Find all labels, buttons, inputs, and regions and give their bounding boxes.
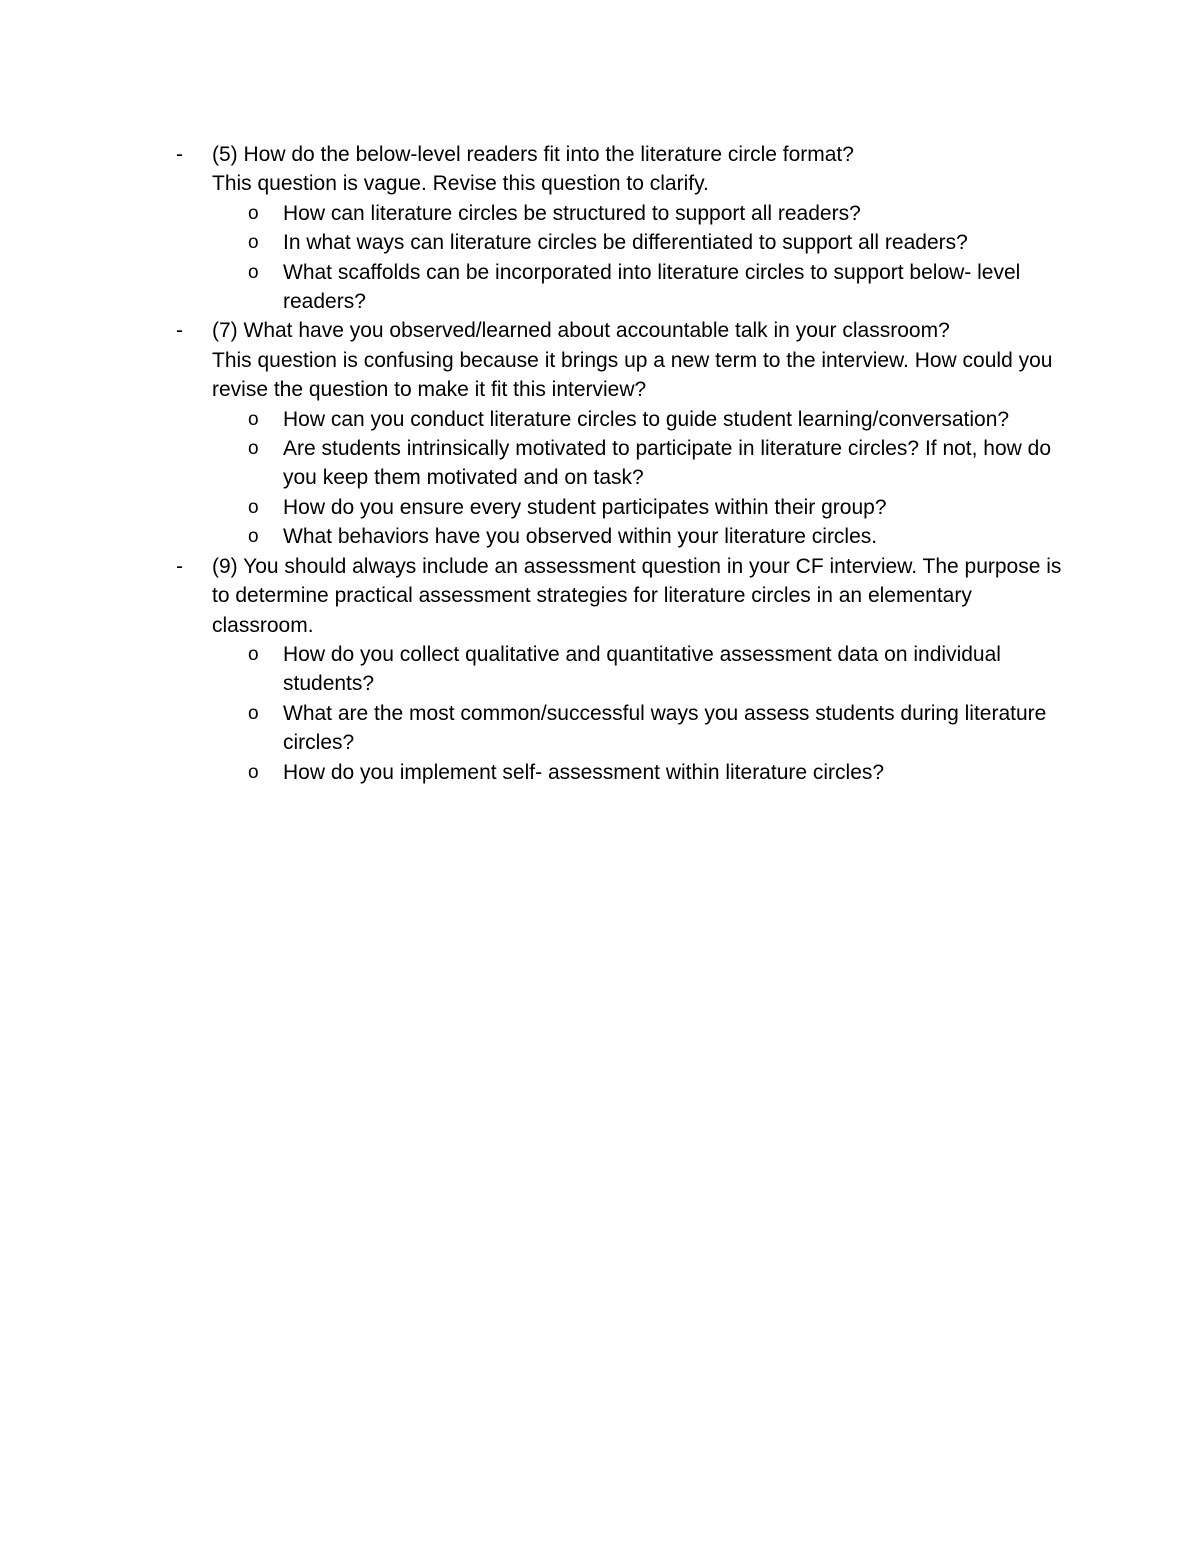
sub-item	[0, 699, 1200, 758]
document-body	[0, 140, 1200, 787]
sub-list	[0, 405, 1200, 552]
sub-item	[0, 493, 1200, 522]
dash-bullet: -	[176, 143, 183, 166]
sub-item	[0, 405, 1200, 434]
sub-item	[0, 199, 1200, 228]
question-text	[212, 140, 1072, 199]
sub-item	[0, 434, 1200, 493]
sub-item-text: How can you conduct literature circles to guide student learning/conversation?	[283, 407, 1010, 431]
sub-item	[0, 640, 1200, 699]
question-line: (7) What have you observed/learned about accountable talk in your classroom?	[212, 319, 950, 343]
sub-item-text: How do you collect qualitative and quantitative assessment data on individual students?	[283, 642, 1001, 696]
question-text	[212, 316, 1072, 404]
feedback-line: This question is vague. Revise this question to clarify.	[212, 172, 709, 196]
sub-item	[0, 522, 1200, 551]
dash-bullet: -	[176, 319, 183, 343]
circle-bullet: o	[248, 496, 259, 518]
sub-item	[0, 758, 1200, 787]
circle-bullet: o	[248, 526, 259, 548]
circle-bullet: o	[248, 438, 259, 460]
circle-bullet: o	[248, 761, 259, 783]
list-item	[0, 316, 1200, 404]
sub-item	[0, 258, 1200, 317]
sub-list	[0, 199, 1200, 317]
question-line: (5) How do the below-level readers fit into the literature circle format?	[212, 143, 854, 166]
question-text	[212, 552, 1072, 640]
circle-bullet: o	[248, 643, 259, 665]
sub-item-text: What are the most common/successful ways you assess students during literature circles?	[283, 701, 1047, 755]
circle-bullet: o	[248, 232, 259, 254]
sub-list	[0, 640, 1200, 787]
dash-bullet: -	[176, 554, 183, 578]
circle-bullet: o	[248, 408, 259, 430]
sub-item-text: What behaviors have you observed within your literature circles.	[283, 525, 878, 549]
sub-item-text: Are students intrinsically motivated to participate in literature circles? If not, how do you keep them motivated and on task?	[283, 437, 1052, 490]
sub-item-text: What scaffolds can be incorporated into literature circles to support below- level readers?	[283, 260, 1021, 314]
sub-item-text: How do you ensure every student participates within their group?	[283, 495, 887, 519]
circle-bullet: o	[248, 261, 259, 283]
sub-item-text: How can literature circles be structured to support all readers?	[283, 201, 861, 225]
circle-bullet: o	[248, 202, 259, 224]
circle-bullet: o	[248, 702, 259, 724]
sub-item-text: In what ways can literature circles be differentiated to support all readers?	[283, 231, 968, 255]
list-item	[0, 552, 1200, 640]
list-item	[0, 140, 1200, 199]
question-line: (9) You should always include an assessment question in your CF interview. The purpose is to determine practical assessment strategies for literature circles in an elementary classroom.	[212, 554, 1062, 637]
sub-item	[0, 228, 1200, 257]
sub-item-text: How do you implement self- assessment within literature circles?	[283, 760, 885, 784]
feedback-line: This question is confusing because it brings up a new term to the interview. How could you revise the question to make it fit this interview?	[212, 348, 1053, 402]
